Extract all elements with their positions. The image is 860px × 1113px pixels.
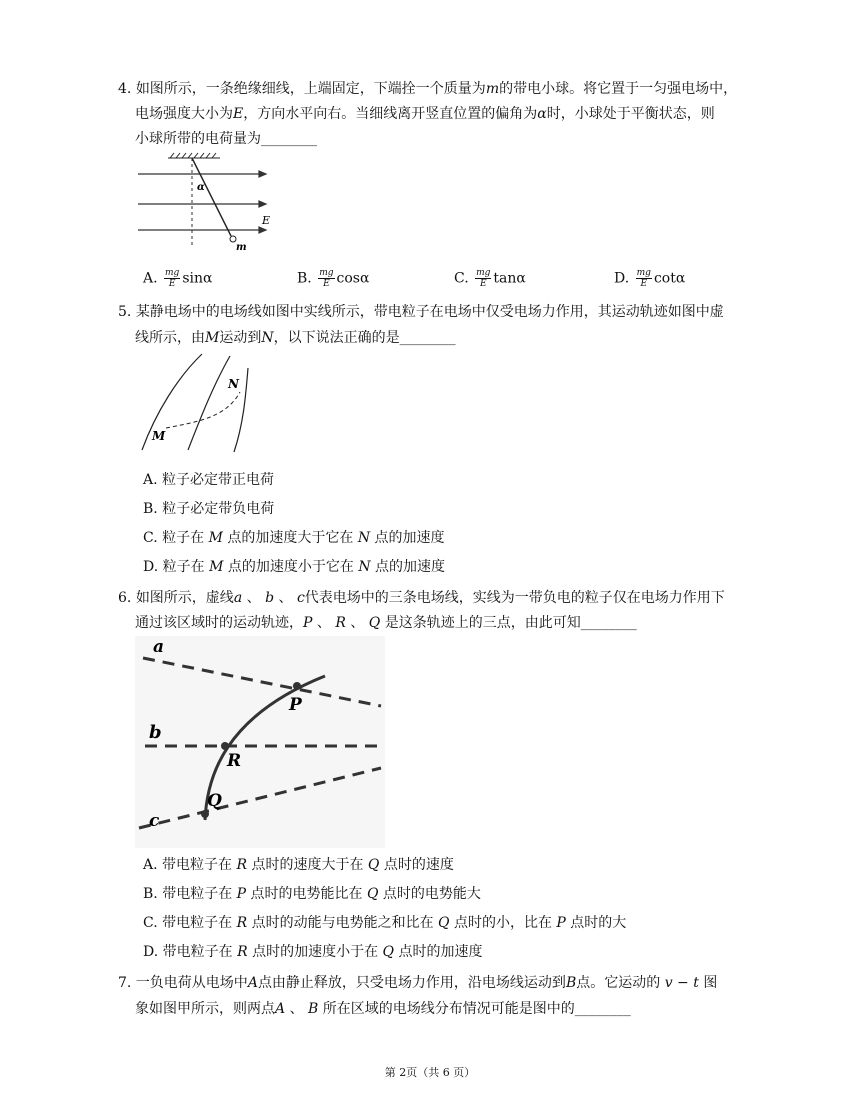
q5-figure (136, 352, 256, 454)
q5-line2: 线所示，由M运动到N，以下说法正确的是________ (135, 330, 456, 346)
q6-option-b[interactable]: B. 带电粒子在 P 点时的电势能比在 Q 点时的电势能大 (143, 886, 481, 902)
q4-line3: 小球所带的电荷量为________ (135, 131, 317, 147)
q5-option-b[interactable]: B. 粒子必定带负电荷 (143, 501, 275, 517)
label-N: N (228, 377, 239, 391)
page-footer: 第 2页（共 6 页） (384, 1066, 476, 1079)
label-M: M (152, 429, 166, 443)
field-line-2 (188, 356, 230, 450)
label-E: E (262, 214, 271, 227)
q5-option-a[interactable]: A. 粒子必定带正电荷 (143, 472, 275, 488)
label-a: a (153, 637, 165, 657)
q4-option-d[interactable]: D. $\frac{mg}{E}$ cotα (614, 268, 686, 289)
q7-line2: 象如图甲所示，则两点A 、 B 所在区域的电场线分布情况可能是图中的________ (135, 1001, 631, 1017)
label-c: c (149, 811, 160, 831)
label-alpha: α (197, 182, 205, 193)
q5-option-c[interactable]: C. 粒子在 M 点的加速度大于它在 N 点的加速度 (143, 530, 445, 546)
q6-option-d[interactable]: D. 带电粒子在 R 点时的加速度小于在 Q 点时的加速度 (143, 944, 483, 960)
q6-line1: 6. 如图所示，虚线a 、 b 、 c代表电场中的三条电场线，实线为一带负电的粒子仅在电场力作用下 (118, 590, 725, 606)
trajectory (166, 392, 240, 428)
q4-option-c[interactable]: C. $\frac{mg}{E}$ tanα (454, 268, 526, 289)
label-R: R (227, 751, 242, 771)
q5-number: 5. (118, 304, 132, 320)
q5-line1: 5. 某静电场中的电场线如图中实线所示，带电粒子在电场中仅受电场力作用，其运动轨迹如图中虚 (118, 304, 724, 320)
q4-option-b[interactable]: B. $\frac{mg}{E}$ cosα (297, 268, 370, 289)
string (192, 158, 231, 236)
q6-figure (135, 636, 385, 848)
q4-line1: 4. 如图所示，一条绝缘细线，上端固定，下端拴一个质量为m的带电小球。将它置于一匀强电场中， (118, 81, 738, 97)
q4-option-a[interactable]: A. $\frac{mg}{E}$ sinα (143, 268, 213, 289)
point-R (221, 742, 229, 750)
field-lines (138, 171, 266, 233)
q6-option-c[interactable]: C. 带电粒子在 R 点时的动能与电势能之和比在 Q 点时的小，比在 P 点时的大 (143, 915, 627, 931)
label-P: P (289, 695, 302, 715)
q4-line2: 电场强度大小为E，方向水平向右。当细线离开竖直位置的偏角为α时，小球处于平衡状态，则 (135, 106, 715, 122)
ceiling-hatch (168, 153, 220, 158)
q7-line1: 7. 一负电荷从电场中A点由静止释放，只受电场力作用，沿电场线运动到B点。它运动的 v − t 图 (118, 975, 718, 991)
point-Q (201, 810, 209, 818)
q6-line2: 通过该区域时的运动轨迹，P 、 R 、 Q 是这条轨迹上的三点，由此可知________ (135, 615, 637, 631)
label-b: b (149, 722, 162, 743)
point-P (293, 682, 301, 690)
q6-number: 6. (118, 590, 132, 606)
q4-figure (136, 152, 276, 256)
q7-number: 7. (118, 975, 132, 991)
q4-number: 4. (118, 81, 132, 97)
q6-option-a[interactable]: A. 带电粒子在 R 点时的速度大于在 Q 点时的速度 (143, 857, 454, 873)
label-Q: Q (207, 791, 222, 811)
q5-option-d[interactable]: D. 粒子在 M 点的加速度小于它在 N 点的加速度 (143, 559, 446, 575)
label-m: m (236, 242, 247, 253)
